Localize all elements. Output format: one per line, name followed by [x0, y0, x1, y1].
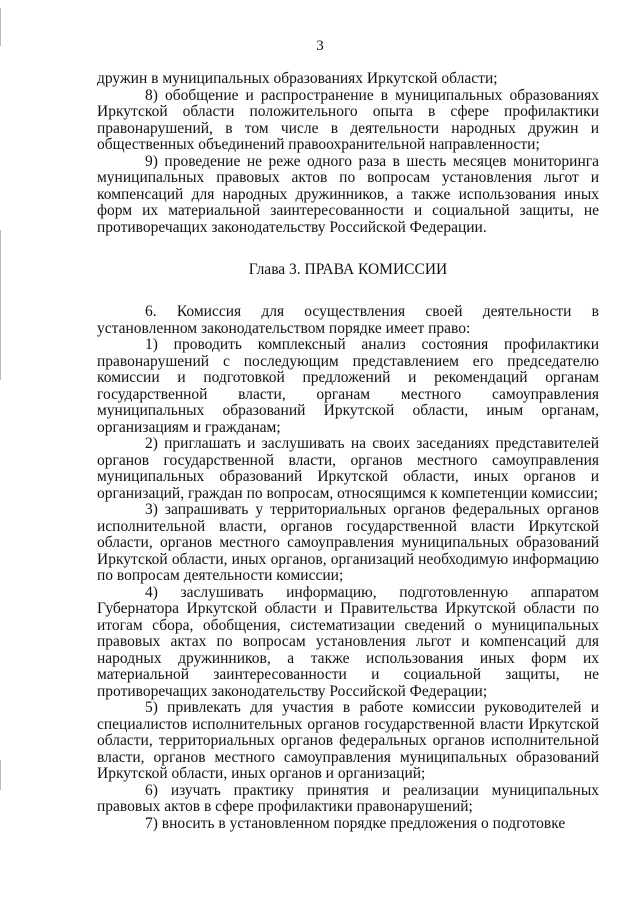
scan-edge-mark [0, 230, 1, 380]
paragraph-right-5: 5) привлекать для участия в работе комиссии руководителей и специалистов исполнительных органов государственной власти Иркутской области, территориальных органов федеральных органов исполнительной власти, органов местного самоуправления муниципальных образований Иркутской области, иных органов и организаций; [97, 699, 599, 782]
paragraph-item-8: 8) обобщение и распространение в муниципальных образованиях Иркутской области положительного опыта в сфере профилактики правонарушений, в том числе в деятельности народных дружин и общественных объединений правоохранительной направленности; [97, 86, 599, 153]
paragraph-right-1: 1) проводить комплексный анализ состояния профилактики правонарушений с последующим представлением его председателю комиссии и подготовкой предложений и рекомендаций органам государственной власти, органам местного самоуправления муниципальных образований Иркутской области, иным органам, организациям и гражданам; [97, 336, 599, 436]
paragraph-right-6: 6) изучать практику принятия и реализации муниципальных правовых актов в сфере профилактики правонарушений; [97, 781, 599, 815]
paragraph-right-7: 7) вносить в установленном порядке предложения о подготовке [145, 814, 566, 832]
page-number: 3 [316, 38, 324, 54]
paragraph-right-3: 3) запрашивать у территориальных органов федеральных органов исполнительной власти, органов государственной власти Иркутской области, органов местного самоуправления муниципальных образований Иркутской области, иных органов, организаций необходимую информацию по вопросам деятельности комиссии; [97, 501, 599, 584]
paragraph-right-4: 4) заслушивать информацию, подготовленную аппаратом Губернатора Иркутской области и Правительства Иркутской области по итогам сбора, обобщения, систематизации сведений о муниципальных правовых актах по вопросам установления льгот и компенсаций для народных дружинников, а также использования иных форм их материальной заинтересованности и социальной защиты, не противоречащих законодательству Российской Федерации; [97, 583, 599, 700]
paragraph-section-6: 6. Комиссия для осуществления своей деятельности в установленном законодательством порядке имеет право: [97, 303, 599, 337]
paragraph-item-9: 9) проведение не реже одного раза в шесть месяцев мониторинга муниципальных правовых актов по вопросам установления льгот и компенсаций для народных дружинников, а также использования иных форм их материальной заинтересованности и социальной защиты, не противоречащих законодательству Российской Федерации. [97, 152, 599, 236]
document-body [97, 71, 599, 832]
chapter-title: Глава 3. ПРАВА КОМИССИИ [248, 261, 448, 278]
paragraph-continuation: дружин в муниципальных образованиях Иркутской области; [97, 70, 498, 87]
paragraph-right-2: 2) приглашать и заслушивать на своих заседаниях представителей органов государственной власти, органов местного самоуправления муниципальных образований Иркутской области, иных органов и организаций, граждан по вопросам, относящимся к компетенции комиссии; [97, 435, 599, 502]
scan-edge-mark [0, 760, 1, 790]
